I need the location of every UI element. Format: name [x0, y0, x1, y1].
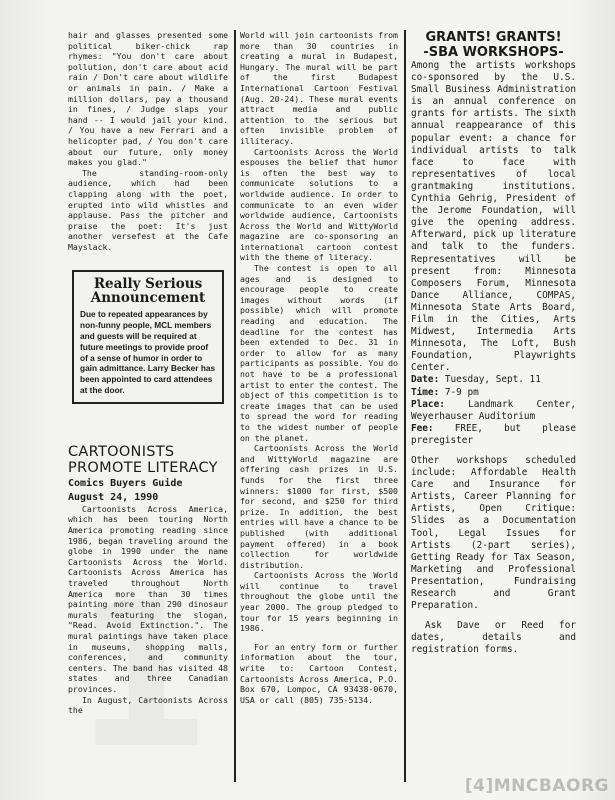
paragraph: Cartoonists Across the World will continue to travel throughout the globe until the year 2000. The group pledged to tour for 15 years beginning in 1986. [240, 570, 398, 634]
article-body [68, 504, 228, 716]
detail-label: Time: [411, 386, 440, 398]
paragraph: World will join cartoonists from more than 30 countries in creating a mural in Budapest, Hungary. The mural will be part of the first Budapest International Cartoon Festival (Aug. 20-24). These mural events attract media and public attention to the serious but often invisible problem of illiteracy. [240, 30, 398, 146]
paragraph: Cartoonists Across America, which has been touring North America promoting reading since 1986, began traveling around the globe in 1990 under the name Cartoonists Across the World. Cartoonists Across America has traveled throughout North America more than 30 times painting more than 290 dinosaur murals featuring the slogan, "Read. Avoid Extinction.". The mural paintings have taken place in museums, shopping malls, conferences, and community centers. The band has visited 48 states and three Canadian provinces. [68, 503, 228, 694]
detail-label: Place: [411, 398, 445, 410]
detail-time [411, 387, 576, 399]
paragraph: The standing-room-only audience, which had been clapping along with the poet, erupted into wild whistles and applause. Pass the pitcher and praise the poet: It's just another versefest at the Cafe Mayslack. [68, 167, 228, 252]
paragraph: Other workshops scheduled include: Affordable Health Care and Insurance for Artists, Career Planning for Artists, Open Critique: Slides as a Documentation Tool, Legal Issues for Artists (2-part series), Getting Ready for Tax Season, Marketing and Professional Presentation, Fundraising Research and Grant Preparation. [411, 455, 576, 612]
event-details [411, 374, 576, 447]
detail-label: Fee: [411, 422, 434, 434]
detail-label: Date: [411, 374, 440, 386]
column-middle [240, 30, 398, 705]
paragraph: Ask Dave or Reed for dates, details and registration forms. [411, 620, 576, 656]
article-continuation [240, 30, 398, 705]
article-date: August 24, 1990 [68, 491, 159, 503]
announcement-box [72, 270, 224, 403]
article-source: Comics Buyers Guide [68, 477, 183, 489]
grants-body [411, 60, 576, 657]
column-divider [404, 30, 406, 782]
detail-date [411, 374, 576, 386]
detail-value: Tuesday, Sept. 11 [444, 374, 541, 386]
detail-value: Landmark Center, Weyerhauser Auditorium [411, 398, 576, 422]
paragraph: Cartoonists Across the World espouses the belief that humor is often the best way to communicate solutions to a worldwide audience. In order to communicate to an even wider worldwide audience, Cartoonists Across the World and WittyWorld magazine are co-sponsoring an international cartoon contest with the theme of literacy. [240, 146, 398, 263]
announcement-title: Really Serious Announcement [90, 276, 206, 307]
paragraph: Among the artists workshops co-sponsored by the U.S. Small Business Administration is an annual conference on grants for artists. The sixth annual reappearance of this popular event: a chance for individual artists to talk face to face with representatives of local grantmaking institutions. Cynthia Gehrig, President of the Jerome Foundation, will give the opening address. Afterward, pick up literature and talk to the funders. Representatives will be present from: Minnesota Composers Forum, Minnesota Dance Alliance, COMPAS, Minnesota State Arts Board, Film in the Cities, Arts Midwest, Intermedia Arts Minnesota, The Loft, Bush Foundation, Playwrights Center. [411, 60, 576, 374]
paragraph: The contest is open to all ages and is designed to encourage people to create images without words (if possible) which will promote reading and education. The deadline for the contest has been extended to Dec. 31 in order to allow for as many participants as possible. You do not have to be a professional artist to enter the contest. The object of this competition is to create images that can be used to spread the word for reading to the widest number of people on the planet. [240, 263, 398, 443]
poem-article-continuation [68, 30, 228, 252]
paragraph: hair and glasses presented some political biker-chick rap rhymes: "You don't care about pollution, don't care about acid rain / Don't care about wildlife or animals in pain. / Make a million dollars, pay a thousand in fines, / Judge slaps your hand -- I would jail your kind. / You have a new Ferrari and a helicopter pad, / You don't care about our future, only money makes you glad." [68, 30, 228, 168]
paragraph: For an entry form or further information about the tour, write to: Cartoon Contest, Cartoonists Across America, P.O. Box 670, Lompoc, CA 93438-0670, USA or call (805) 735-5134. [240, 641, 398, 705]
watermark-logo: [4]MNCBAORG [464, 776, 609, 796]
paragraph: Cartoonists Across the World and WittyWorld magazine are offering cash prizes in U.S. funds for the first three winners: $1000 for first, $500 for second, and $250 for third prize. In addition, the best entries will have a chance to be published (with additional payment offered) in a book collection for worldwide distribution. [240, 443, 398, 570]
column-divider [234, 30, 236, 782]
grants-title: GRANTS! GRANTS! [425, 30, 562, 45]
article-headline: CARTOONISTS PROMOTE LITERACY [68, 443, 218, 476]
detail-value: 7-9 pm [444, 386, 479, 398]
announcement-body: Due to repeated appearances by non-funny people, MCL members and guests will be required at future meetings to provide proof of a sense of humor in order to gain admittance. Larry Becker has been appointed to card attendees at the door. [80, 309, 216, 396]
detail-fee [411, 423, 576, 447]
detail-place [411, 399, 576, 423]
column-left [68, 30, 228, 716]
detail-value: FREE, but please preregister [411, 422, 576, 446]
paragraph: In August, Cartoonists Across the [68, 694, 228, 716]
workshops-title: -SBA WORKSHOPS- [423, 45, 564, 60]
column-right [411, 30, 576, 657]
